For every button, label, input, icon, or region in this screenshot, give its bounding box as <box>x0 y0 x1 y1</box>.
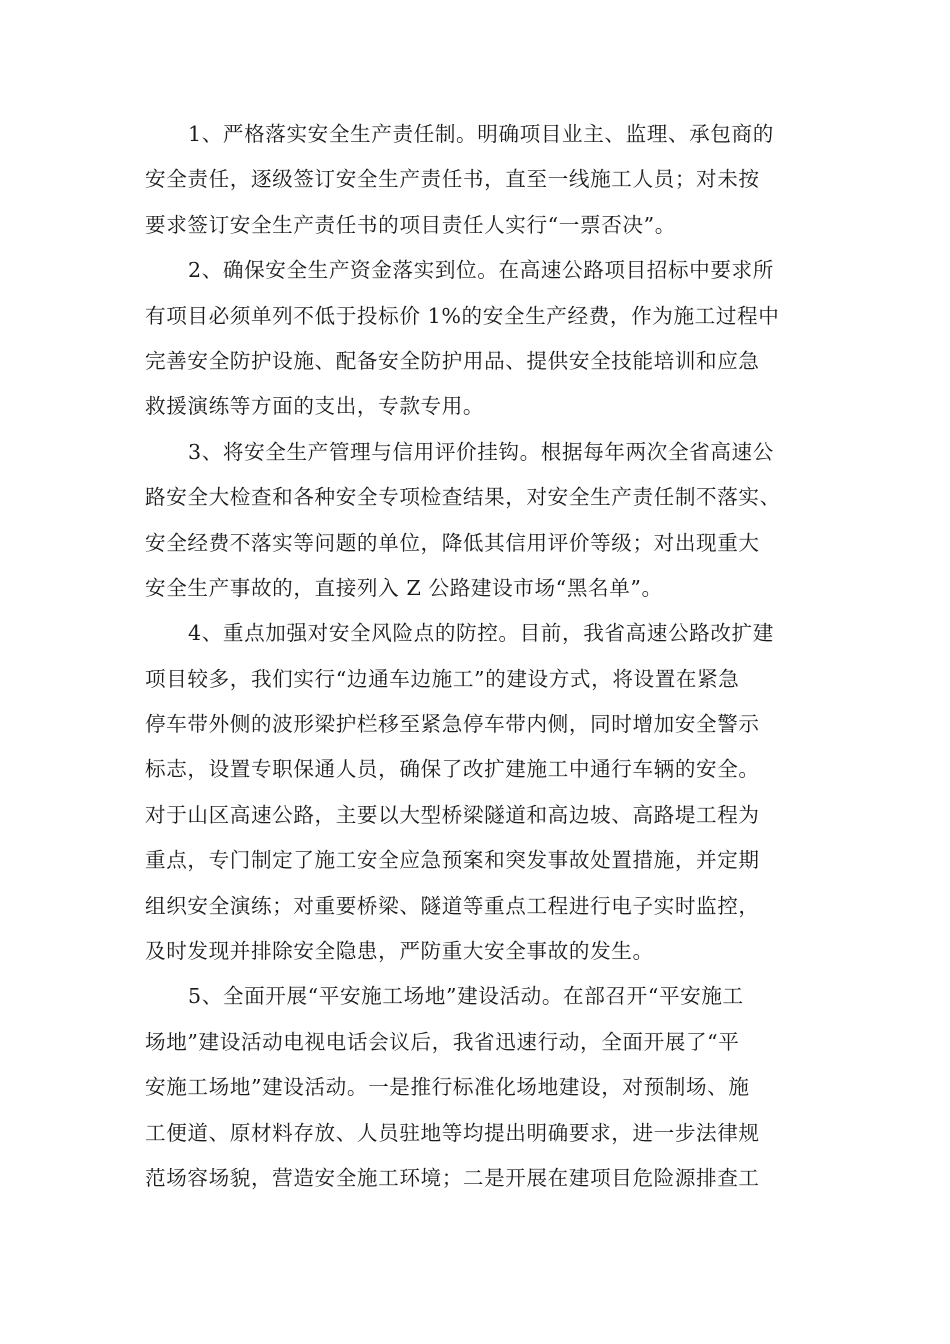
paragraph-3-line-1: 3、将安全生产管理与信用评价挂钩。根据每年两次全省高速公 <box>188 439 774 464</box>
paragraph-5-line-2: 场地”建设活动电视电话会议后，我省迅速行动，全面开展了“平 <box>145 1029 740 1054</box>
paragraph-5-line-3: 安施工场地”建设活动。一是推行标准化场地建设，对预制场、施 <box>145 1075 750 1100</box>
paragraph-4-line-4: 标志，设置专职保通人员，确保了改扩建施工中通行车辆的安全。 <box>145 757 760 782</box>
paragraph-5-line-5: 范场容场貌，营造安全施工环境；二是开展在建项目危险源排查工 <box>145 1165 760 1190</box>
paragraph-2-line-4: 救援演练等方面的支出，专款专用。 <box>145 394 485 419</box>
paragraph-4-line-8: 及时发现并排除安全隐患，严防重大安全事故的发生。 <box>145 939 654 964</box>
paragraph-3-line-2: 路安全大检查和各种安全专项检查结果，对安全生产责任制不落实、 <box>145 485 781 510</box>
paragraph-2-line-1: 2、确保安全生产资金落实到位。在高速公路项目招标中要求所 <box>188 258 774 283</box>
paragraph-4-line-3: 停车带外侧的波形梁护栏移至紧急停车带内侧，同时增加安全警示 <box>145 712 760 737</box>
paragraph-5-line-4: 工便道、原材料存放、人员驻地等均提出明确要求，进一步法律规 <box>145 1120 760 1145</box>
paragraph-4-line-2: 项目较多，我们实行“边通车边施工”的建设方式，将设置在紧急 <box>145 666 740 691</box>
paragraph-3-line-4: 安全生产事故的，直接列入 Z 公路建设市场“黑名单”。 <box>145 575 663 600</box>
paragraph-5-line-1: 5、全面开展“平安施工场地”建设活动。在部召开“平安施工 <box>188 984 744 1009</box>
document-body <box>145 112 845 1201</box>
paragraph-3-line-3: 安全经费不落实等问题的单位，降低其信用评价等级；对出现重大 <box>145 530 760 555</box>
paragraph-4-line-6: 重点，专门制定了施工安全应急预案和突发事故处置措施，并定期 <box>145 848 760 873</box>
paragraph-1-line-3: 要求签订安全生产责任书的项目责任人实行“一票否决”。 <box>145 212 676 237</box>
paragraph-1-line-2: 安全责任，逐级签订安全生产责任书，直至一线施工人员；对未按 <box>145 167 760 192</box>
paragraph-2-line-2: 有项目必须单列不低于投标价 1%的安全生产经费，作为施工过程中 <box>145 303 780 328</box>
paragraph-4-line-7: 组织安全演练；对重要桥梁、隧道等重点工程进行电子实时监控， <box>145 893 760 918</box>
paragraph-4-line-5: 对于山区高速公路，主要以大型桥梁隧道和高边坡、高路堤工程为 <box>145 802 760 827</box>
paragraph-2-line-3: 完善安全防护设施、配备安全防护用品、提供安全技能培训和应急 <box>145 348 760 373</box>
paragraph-1-line-1: 1、严格落实安全生产责任制。明确项目业主、监理、承包商的 <box>188 122 774 146</box>
paragraph-4-line-1: 4、重点加强对安全风险点的防控。目前，我省高速公路改扩建 <box>188 621 774 646</box>
